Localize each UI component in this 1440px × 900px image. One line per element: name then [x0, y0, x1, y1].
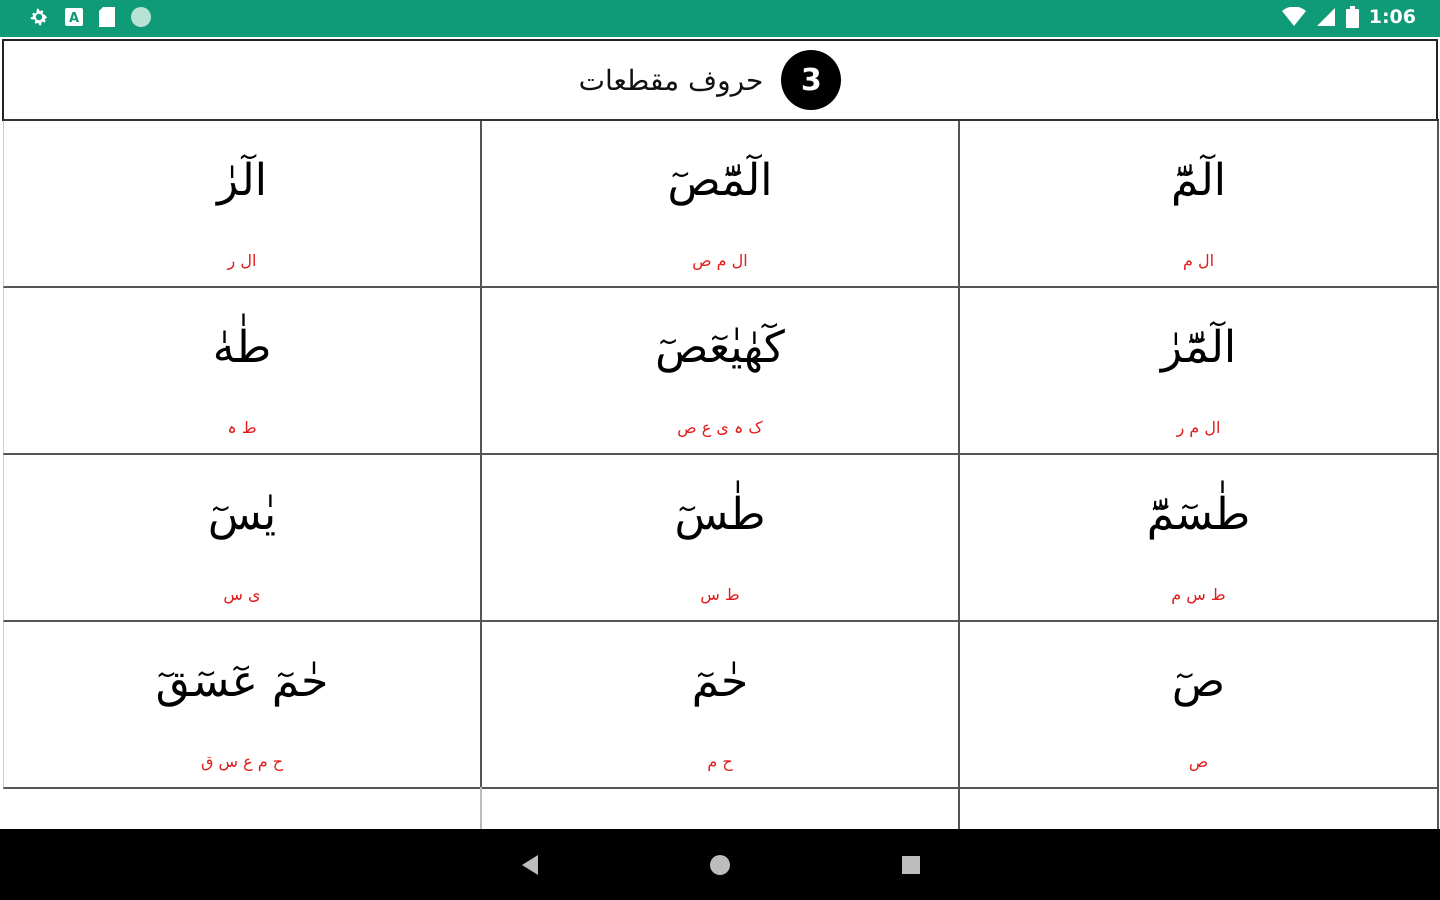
status-time: 1:06: [1368, 6, 1416, 28]
letter-cell[interactable]: [3, 622, 482, 789]
arabic-letters: حٰمٓ: [691, 656, 749, 707]
letter-cell[interactable]: [482, 121, 960, 288]
arabic-letters: طٰسٓ: [674, 489, 766, 540]
status-bar: [0, 0, 1440, 37]
letter-cell[interactable]: [3, 455, 482, 622]
partial-cell[interactable]: [960, 787, 1439, 829]
back-icon[interactable]: [516, 851, 544, 879]
lesson-number-badge: 3: [781, 50, 841, 110]
arabic-letters: الٓمّٓصٓ: [667, 155, 773, 206]
battery-icon: [1346, 6, 1359, 28]
partial-cell[interactable]: [3, 787, 482, 829]
arabic-letters: الٓرٰ: [217, 155, 267, 206]
pronunciation-label: ی س: [223, 585, 261, 604]
letter-cell[interactable]: [960, 121, 1439, 288]
pronunciation-label: ال ر: [227, 251, 257, 270]
signal-icon: [1316, 7, 1336, 27]
letter-cell[interactable]: [960, 288, 1439, 455]
partial-next-row: [3, 787, 1439, 829]
pronunciation-label: ح م ع س ق: [200, 752, 284, 771]
letter-cell[interactable]: [3, 288, 482, 455]
pronunciation-label: ال م ص: [692, 251, 748, 270]
letter-cell[interactable]: [482, 455, 960, 622]
arabic-letters: يٰسٓ: [207, 489, 277, 540]
pronunciation-label: ط س م: [1171, 585, 1226, 604]
arabic-letters: كٓهٰيٰعٓصٓ: [655, 322, 785, 373]
arabic-letters: الٓمّٓ: [1171, 155, 1226, 206]
recent-apps-icon[interactable]: [897, 851, 925, 879]
pronunciation-label: ال م: [1182, 251, 1215, 270]
letter-cell[interactable]: [482, 288, 960, 455]
arabic-letters: حٰمٓ عٓسٓقٓ: [155, 656, 329, 707]
pronunciation-label: ص: [1188, 752, 1209, 771]
status-left-icons: [28, 6, 152, 28]
home-icon[interactable]: [706, 851, 734, 879]
letters-grid: [3, 119, 1439, 789]
letter-cell[interactable]: [960, 622, 1439, 789]
svg-text:A: A: [68, 11, 80, 26]
arabic-letters: طٰسٓمّٓ: [1146, 489, 1251, 540]
lesson-header: [2, 39, 1438, 121]
partial-cell[interactable]: [482, 787, 960, 829]
navigation-bar: [0, 829, 1440, 900]
arabic-letters: طٰهٰ: [212, 322, 272, 373]
pronunciation-label: ط ہ: [227, 418, 257, 437]
pronunciation-label: ک ہ ی ع ص: [677, 418, 763, 437]
circle-icon: [130, 6, 152, 28]
letter-cell[interactable]: [482, 622, 960, 789]
letter-cell[interactable]: [3, 121, 482, 288]
pronunciation-label: ح م: [707, 752, 733, 771]
wifi-icon: [1282, 7, 1306, 27]
status-right: [1282, 6, 1416, 28]
pronunciation-label: ط س: [700, 585, 740, 604]
page-title: حروف مقطعات: [578, 63, 764, 97]
sd-card-icon: [98, 6, 116, 28]
letter-cell[interactable]: [960, 455, 1439, 622]
pronunciation-label: ال م ر: [1176, 418, 1221, 437]
arabic-letters: صٓ: [1171, 656, 1226, 707]
arabic-letters: الٓمّٓرٰ: [1160, 322, 1237, 373]
lesson-header-content: [579, 50, 842, 110]
notification-a-icon: [64, 7, 84, 27]
settings-icon: [28, 6, 50, 28]
